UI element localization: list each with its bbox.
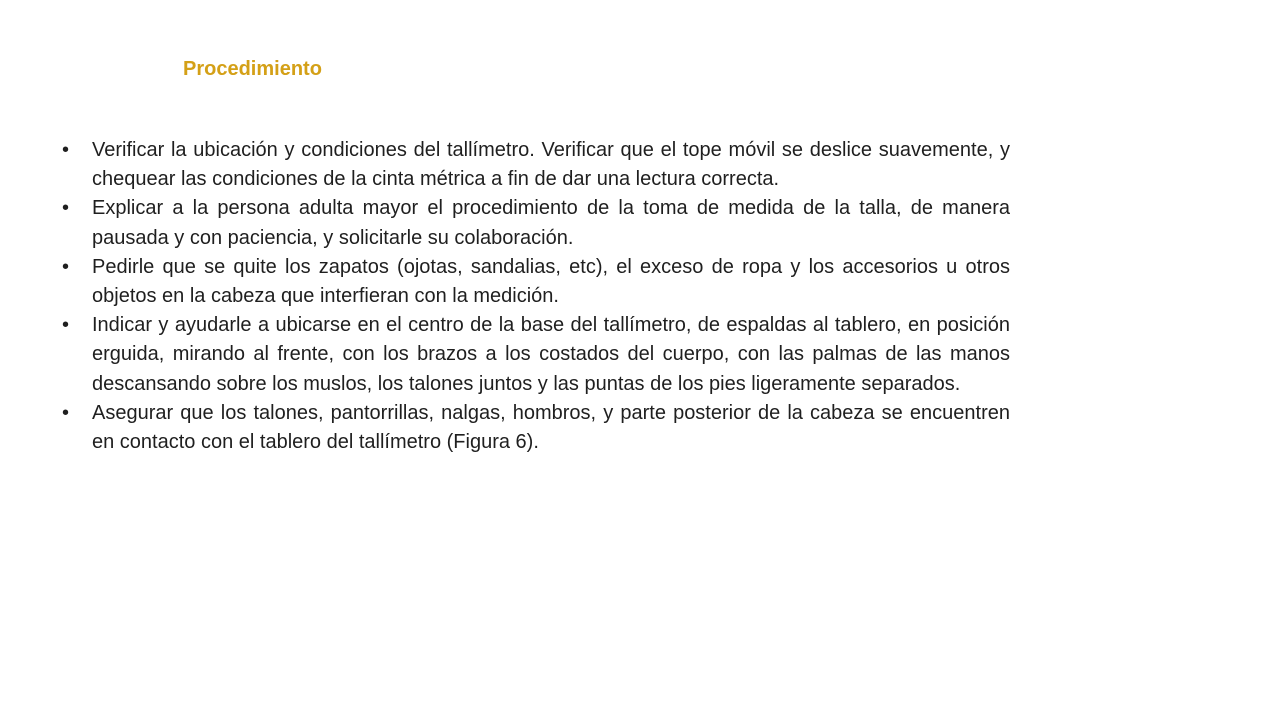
bullet-item-2 [60,194,1010,252]
bullet-item-5 [60,399,1010,457]
bullet-text: Indicar y ayudarle a ubicarse en el centro de la base del tallímetro, de espaldas al tablero, en posición erguida, mirando al frente, con los brazos a los costados del cuerpo, con las palmas de las manos descansando sobre los muslos, los talones juntos y las puntas de los pies ligeramente separados. [92,314,1010,395]
bullet-item-3 [60,253,1010,311]
bullet-marker: • [62,255,70,278]
bullet-text: Explicar a la persona adulta mayor el procedimiento de la toma de medida de la talla, de manera pausada y con paciencia, y solicitarle su colaboración. [92,197,1010,249]
slide-title: Procedimiento [183,58,322,80]
bullet-item-4 [60,311,1010,399]
bullet-marker: • [62,197,70,220]
procedure-bullet-list [60,136,1010,457]
bullet-item-1 [60,136,1010,194]
bullet-text: Verificar la ubicación y condiciones del tallímetro. Verificar que el tope móvil se deslice suavemente, y chequear las condiciones de la cinta métrica a fin de dar una lectura correcta. [92,139,1010,191]
bullet-marker: • [62,314,70,337]
bullet-text: Asegurar que los talones, pantorrillas, nalgas, hombros, y parte posterior de la cabeza se encuentren en contacto con el tablero del tallímetro (Figura 6). [92,401,1010,454]
bullet-marker: • [62,139,70,161]
bullet-marker: • [62,401,70,424]
bullet-text: Pedirle que se quite los zapatos (ojotas, sandalias, etc), el exceso de ropa y los accesorios u otros objetos en la cabeza que interfieran con la medición. [92,255,1010,308]
